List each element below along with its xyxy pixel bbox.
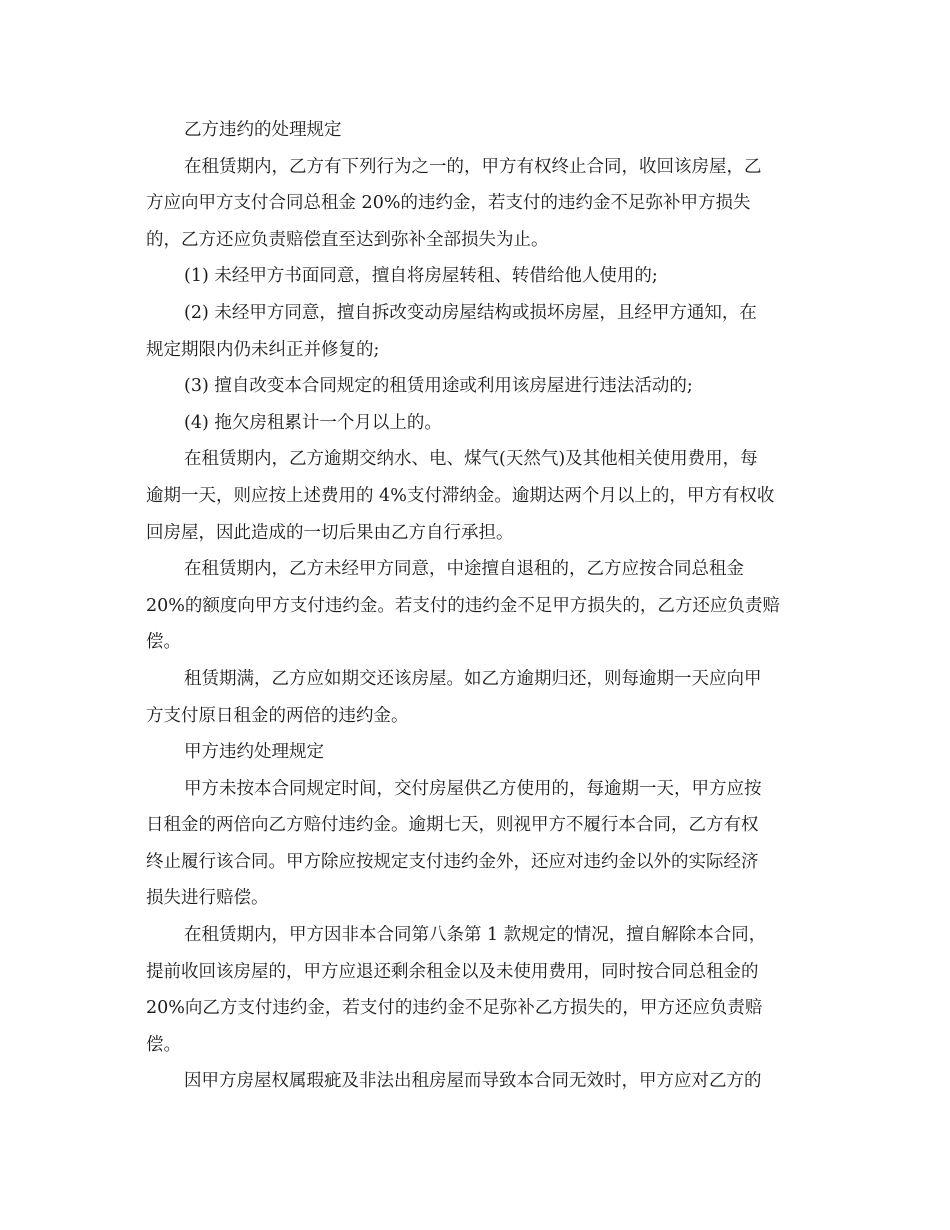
- paragraph-unilateral-termination: [146, 917, 810, 1063]
- paragraph-lease-expiry: [146, 661, 810, 734]
- text-line: 乙方违约的处理规定: [184, 120, 342, 140]
- text-line: 回房屋，因此造成的一切后果由乙方自行承担。: [146, 522, 514, 543]
- paragraph-party-b-termination: [146, 149, 810, 259]
- text-line: 在租赁期内，乙方逾期交纳水、电、煤气(天然气)及其他相关使用费用，每: [184, 449, 758, 470]
- text-line: (2) 未经甲方同意，擅自拆改变动房屋结构或损坏房屋，且经甲方通知，在: [184, 302, 757, 323]
- text-line: 因甲方房屋权属瑕疵及非法出租房屋而导致本合同无效时，甲方应对乙方的: [184, 1071, 762, 1092]
- text-line: 终止履行该合同。甲方除应按规定支付违约金外，还应对违约金以外的实际经济: [146, 851, 759, 872]
- paragraph-title-defect: [146, 1063, 810, 1100]
- text-line: 方应向甲方支付合同总租金 20%的违约金，若支付的违约金不足弥补甲方损失: [146, 193, 751, 214]
- text-line: 甲方违约处理规定: [184, 742, 324, 763]
- text-line: 在租赁期内，乙方未经甲方同意，中途擅自退租的，乙方应按合同总租金: [184, 559, 744, 580]
- text-line: 损失进行赔偿。: [146, 888, 269, 909]
- paragraph-late-utility-fees: [146, 441, 810, 551]
- text-line: 逾期一天，则应按上述费用的 4%支付滞纳金。逾期达两个月以上的，甲方有权收: [146, 485, 775, 506]
- list-item-3: [146, 368, 810, 405]
- document-body: [146, 112, 810, 1100]
- text-line: 方支付原日租金的两倍的违约金。: [146, 705, 409, 726]
- text-line: 的，乙方还应负责赔偿直至达到弥补全部损失为止。: [146, 229, 549, 250]
- text-line: 在租赁期内，甲方因非本合同第八条第 1 款规定的情况，擅自解除本合同，: [184, 925, 767, 946]
- text-line: (4) 拖欠房租累计一个月以上的。: [184, 412, 442, 433]
- paragraph-late-delivery: [146, 771, 810, 917]
- text-line: (1) 未经甲方书面同意，擅自将房屋转租、转借给他人使用的;: [184, 266, 658, 287]
- section-heading-party-a-breach: [146, 734, 810, 771]
- text-line: 偿。: [146, 1034, 181, 1055]
- section-heading-party-b-breach: [146, 112, 810, 149]
- text-line: 甲方未按本合同规定时间，交付房屋供乙方使用的，每逾期一天，甲方应按: [184, 778, 762, 799]
- text-line: 规定期限内仍未纠正并修复的;: [146, 339, 380, 360]
- text-line: 20%的额度向甲方支付违约金。若支付的违约金不足甲方损失的，乙方还应负责赔: [146, 595, 780, 616]
- text-line: (3) 擅自改变本合同规定的租赁用途或利用该房屋进行违法活动的;: [184, 376, 693, 397]
- text-line: 提前收回该房屋的，甲方应退还剩余租金以及未使用费用，同时按合同总租金的: [146, 961, 759, 982]
- list-item-4: [146, 405, 810, 442]
- text-line: 日租金的两倍向乙方赔付违约金。逾期七天，则视甲方不履行本合同，乙方有权: [146, 815, 759, 836]
- list-item-1: [146, 258, 810, 295]
- list-item-2: [146, 295, 810, 368]
- text-line: 在租赁期内，乙方有下列行为之一的，甲方有权终止合同，收回该房屋，乙: [184, 156, 762, 177]
- text-line: 20%向乙方支付违约金，若支付的违约金不足弥补乙方损失的，甲方还应负责赔: [146, 998, 763, 1019]
- text-line: 偿。: [146, 632, 181, 653]
- paragraph-early-withdrawal: [146, 551, 810, 661]
- text-line: 租赁期满，乙方应如期交还该房屋。如乙方逾期归还，则每逾期一天应向甲: [184, 668, 762, 689]
